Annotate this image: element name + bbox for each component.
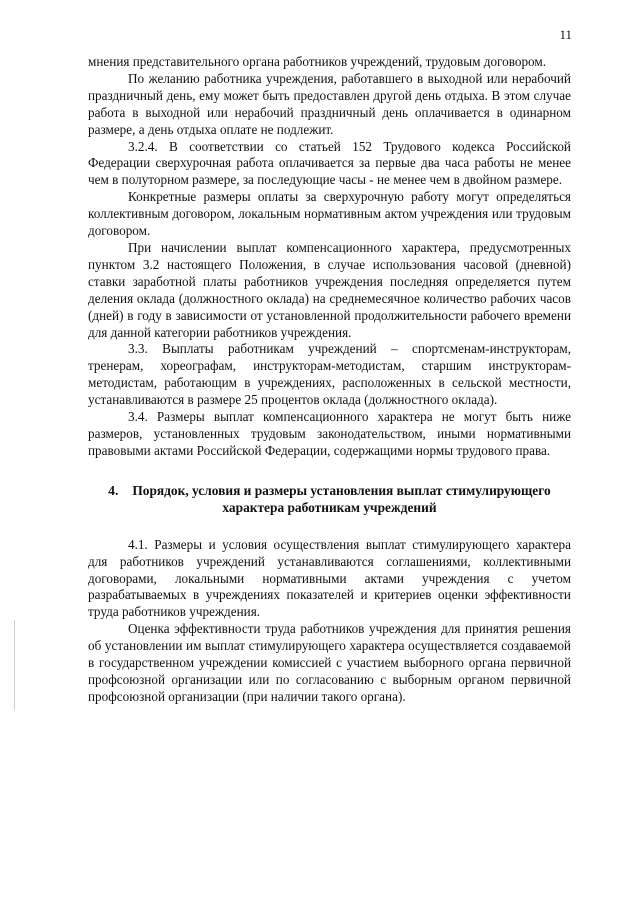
paragraph-3-2-4: 3.2.4. В соответствии со статьей 152 Трудового кодекса Российской Федерации сверхурочная работа оплачивается за первые два часа работы не менее чем в полуторном размере, за последующие часы - не менее чем в двойном размере.: [88, 138, 571, 188]
paragraph-4-1: 4.1. Размеры и условия осуществления выплат стимулирующего характера для работников учреждений устанавливаются соглашениями, коллективными договорами, локальными нормативными актами учреждения с учетом разрабатываемых в учреждениях показателей и критериев оценки эффективности труда работников учреждения.: [88, 536, 571, 620]
paragraph-continuation: мнения представительного органа работников учреждений, трудовым договором.: [88, 54, 547, 69]
document-body: [88, 54, 571, 706]
section-heading-number: 4.: [108, 482, 119, 498]
paragraph-hourly-rate: При начислении выплат компенсационного характера, предусмотренных пунктом 3.2 настоящего Положения, в случае использования часовой (дневной) ставки заработной платы работников учреждения последняя определяется путем деления оклада (должностного оклада) на среднемесячное количество рабочих часов (дней) в году в зависимости от установленной продолжительности рабочего времени для данной категории работников учреждения.: [88, 239, 571, 340]
paragraph-evaluation-commission: Оценка эффективности труда работников учреждения для принятия решения об установлении им выплат стимулирующего характера осуществляется создаваемой в государственном учреждении комиссией с участием выборного органа первичной профсоюзной организации или по согласованию с выборным органом первичной профсоюзной организации (при наличии такого органа).: [88, 621, 571, 704]
section-heading-title: Порядок, условия и размеры установления выплат стимулирующего характера работникам учреждений: [132, 482, 551, 515]
paragraph-overtime-rates: Конкретные размеры оплаты за сверхурочную работу могут определяться коллективным договором, локальным нормативным актом учреждения или трудовым договором.: [88, 189, 571, 239]
section-heading: [88, 482, 571, 516]
scan-edge-mark: [14, 620, 15, 710]
page-number: 11: [559, 27, 572, 42]
paragraph-day-off: По желанию работника учреждения, работавшего в выходной или нерабочий праздничный день, ему может быть предоставлен другой день отдыха. В этом случае работа в выходной или нерабочий праздничный день оплачивается в одинарном размере, а день отдыха оплате не подлежит.: [88, 70, 571, 137]
paragraph-3-3: 3.3. Выплаты работникам учреждений – спортсменам-инструкторам, тренерам, хореографам, инструкторам-методистам, старшим инструкторам-методистам, работающим в учреждениях, расположенных в сельской местности, устанавливаются в размере 25 процентов оклада (должностного оклада).: [88, 341, 571, 408]
paragraph-3-4: 3.4. Размеры выплат компенсационного характера не могут быть ниже размеров, установленных трудовым законодательством, иными нормативными правовыми актами Российской Федерации, содержащими нормы трудового права.: [88, 409, 571, 458]
